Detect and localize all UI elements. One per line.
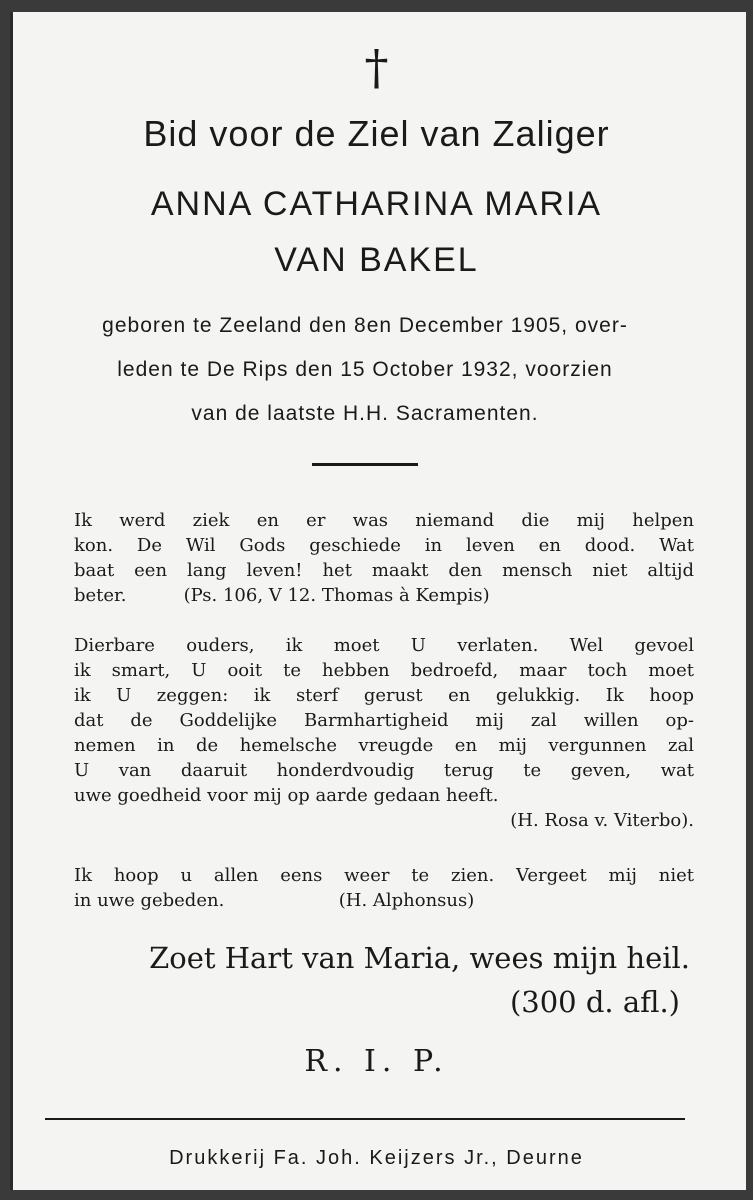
text-line: Ik hoop u allen eens weer te zien. Vergeet mij niet: [74, 865, 694, 886]
birth-death-line: geboren te Zeeland den 8en December 1905, over-: [102, 314, 628, 337]
deceased-surname: VAN BAKEL: [274, 241, 479, 279]
text-line: ik smart, U ooit te hebben bedroefd, maar toch moet: [74, 660, 694, 681]
quote-paragraph-1: [74, 508, 694, 608]
text-line: baat een lang leven! het maakt den mensch niet altijd: [74, 560, 694, 581]
text-line: Dierbare ouders, ik moet U verlaten. Wel gevoel: [74, 635, 694, 656]
indulgence-note: (300 d. afl.): [509, 985, 680, 1019]
card-heading: Bid voor de Ziel van Zaliger: [143, 113, 610, 154]
text-line: nemen in de hemelsche vreugde en mij vergunnen zal: [74, 735, 694, 756]
text-line: Ik werd ziek en er was niemand die mij helpen: [74, 510, 694, 531]
rip-text: R. I. P.: [304, 1044, 449, 1079]
printer-credit: Drukkerij Fa. Joh. Keijzers Jr., Deurne: [169, 1147, 584, 1169]
cross-icon: †: [364, 40, 389, 96]
text-line: uwe goedheid voor mij op aarde gedaan heeft.: [74, 785, 499, 806]
deceased-name: ANNA CATHARINA MARIA: [150, 185, 603, 223]
text-line: kon. De Wil Gods geschiede in leven en dood. Wat: [74, 535, 694, 556]
text-line: in uwe gebeden. (H. Alphonsus): [74, 890, 475, 911]
footer-divider: [45, 1118, 685, 1120]
text-line: U van daaruit honderdvoudig terug te geven, wat: [74, 760, 694, 781]
quote-paragraph-2: [74, 633, 694, 833]
quote-paragraph-3: [74, 863, 694, 913]
text-line: beter. (Ps. 106, V 12. Thomas à Kempis): [74, 585, 490, 606]
divider: [312, 463, 418, 466]
text-line: dat de Goddelijke Barmhartigheid mij zal willen op-: [74, 710, 694, 731]
birth-death-line: leden te De Rips den 15 October 1932, voorzien: [117, 358, 613, 381]
quote-source: (H. Rosa v. Viterbo).: [510, 810, 694, 831]
prayer-line: Zoet Hart van Maria, wees mijn heil.: [149, 941, 690, 975]
text-line: ik U zeggen: ik sterf gerust en gelukkig. Ik hoop: [74, 685, 694, 706]
birth-death-line: van de laatste H.H. Sacramenten.: [191, 402, 539, 425]
